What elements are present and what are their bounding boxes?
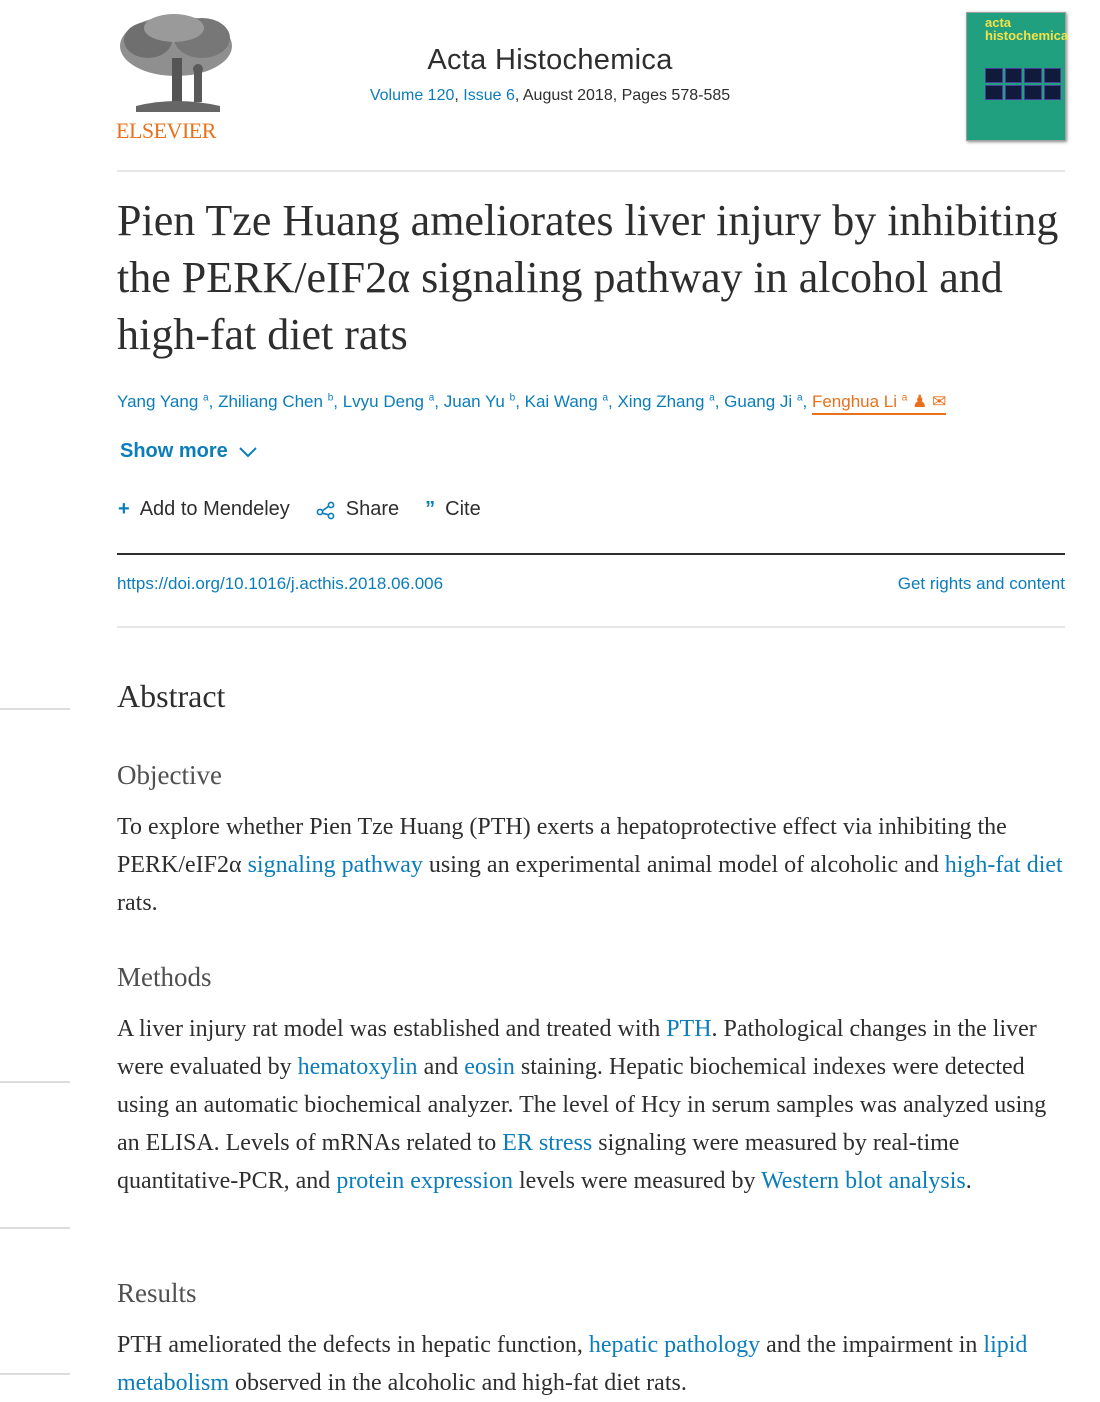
person-icon: ♟ [912, 392, 928, 411]
article-actions [118, 498, 481, 521]
tree-logo-icon [116, 12, 238, 116]
volume-separator: , [454, 87, 464, 104]
protein-expression-link[interactable]: protein expression [336, 1168, 513, 1194]
add-to-mendeley-label: Add to Mendeley [139, 498, 290, 520]
high-fat-diet-link[interactable]: high-fat diet [944, 852, 1063, 878]
actions-divider [117, 553, 1065, 555]
methods-paragraph: A liver injury rat model was established and treated with PTH. Pathological changes in the liver were evaluated by hematoxylin and eosin staining. Hepatic biochemical indexes were detected using an automatic biochemical analyzer. The level of Hcy in serum samples was analyzed using an ELISA. Levels of mRNAs related to ER stress signaling were measured by real-time quantitative-PCR, and protein expression levels were measured by Western blot analysis. [117, 1016, 1047, 1194]
journal-header [300, 44, 800, 105]
cite-button[interactable] [425, 498, 481, 521]
outline-divider [0, 1373, 70, 1375]
corresponding-author-link[interactable]: Fenghua Li $^a$ ♟ ✉ [812, 392, 946, 415]
journal-meta [300, 87, 800, 105]
cover-title-line-1: acta [985, 15, 1012, 30]
methods-heading: Methods [117, 962, 212, 992]
date-pages: , August 2018, Pages 578-585 [514, 87, 731, 104]
elsevier-logo[interactable] [116, 12, 238, 144]
objective-paragraph: To explore whether Pien Tze Huang (PTH) exerts a hepatoprotective effect via inhibiting the PERK/eIF2α signaling pathway using an experimental animal model of alcoholic and high-fat diet rats. [117, 814, 1063, 916]
add-to-mendeley-button[interactable] [118, 498, 290, 521]
share-button[interactable] [316, 498, 399, 521]
results-heading: Results [117, 1278, 197, 1308]
hepatic-pathology-link[interactable]: hepatic pathology [588, 1332, 761, 1358]
author-link[interactable]: Yang Yang $^a$ [117, 392, 209, 411]
cover-title-line-2: histochemica [985, 28, 1069, 43]
lipid-metabolism-link[interactable]: lipid metabolism [117, 1332, 1028, 1396]
share-label: Share [345, 498, 400, 520]
article-title: Pien Tze Huang ameliorates liver injury by inhibiting the PERK/eIF2α signaling pathway in alcohol and high-fat diet rats [117, 196, 1059, 359]
show-more-label: Show more [120, 440, 228, 462]
show-more-button[interactable] [120, 440, 258, 463]
abstract-heading: Abstract [117, 678, 226, 714]
author-link[interactable]: Kai Wang $^a$ [524, 392, 609, 411]
results-paragraph: PTH ameliorated the defects in hepatic function, hepatic pathology and the impairment in lipid metabolism observed in the alcoholic and high-fat diet rats. [117, 1332, 1028, 1396]
doi-link[interactable]: https://doi.org/10.1016/j.acthis.2018.06.006 [117, 574, 444, 593]
er-stress-link[interactable]: ER stress [502, 1130, 593, 1156]
author-link[interactable]: Guang Ji $^a$ [724, 392, 803, 411]
doi-divider [117, 626, 1065, 628]
hematoxylin-link[interactable]: hematoxylin [297, 1054, 418, 1080]
western-blot-link[interactable]: Western blot analysis [761, 1168, 966, 1194]
signaling-pathway-link[interactable]: signaling pathway [247, 852, 423, 878]
author-link[interactable]: Juan Yu $^b$ [443, 392, 516, 411]
share-icon [316, 500, 336, 520]
pth-link[interactable]: PTH [666, 1016, 712, 1042]
outline-divider [0, 708, 70, 710]
cover-image-grid [985, 68, 1061, 100]
author-link[interactable]: Lvyu Deng $^a$ [342, 392, 435, 411]
email-icon: ✉ [932, 392, 947, 411]
author-link[interactable]: Xing Zhang $^a$ [617, 392, 715, 411]
journal-cover-thumbnail[interactable] [966, 12, 1069, 141]
publisher-name: ELSEVIER [116, 118, 216, 143]
cover-title [985, 16, 1068, 42]
volume-link[interactable]: Volume 120 [369, 87, 455, 104]
outline-divider [0, 1081, 70, 1083]
rights-link[interactable]: Get rights and content [897, 574, 1065, 593]
quote-icon: ” [425, 498, 436, 520]
chevron-down-icon [238, 446, 258, 458]
issue-link[interactable]: Issue 6 [463, 87, 515, 104]
cite-label: Cite [445, 498, 481, 520]
eosin-link[interactable]: eosin [464, 1054, 515, 1080]
plus-icon: + [118, 498, 130, 520]
objective-heading: Objective [117, 760, 222, 790]
author-link[interactable]: Zhiliang Chen $^b$ [218, 392, 334, 411]
author-list: Yang Yang $^a$, Zhiliang Chen $^b$, Lvyu Deng $^a$, Juan Yu $^b$, Kai Wang $^a$, Xing Zhang $^a$, Guang Ji $^a$, Fenghua Li $^a$ ♟ ✉ [117, 392, 946, 412]
outline-divider [0, 1227, 70, 1229]
journal-title[interactable]: Acta Histochemica [427, 44, 673, 76]
header-divider [117, 170, 1065, 172]
